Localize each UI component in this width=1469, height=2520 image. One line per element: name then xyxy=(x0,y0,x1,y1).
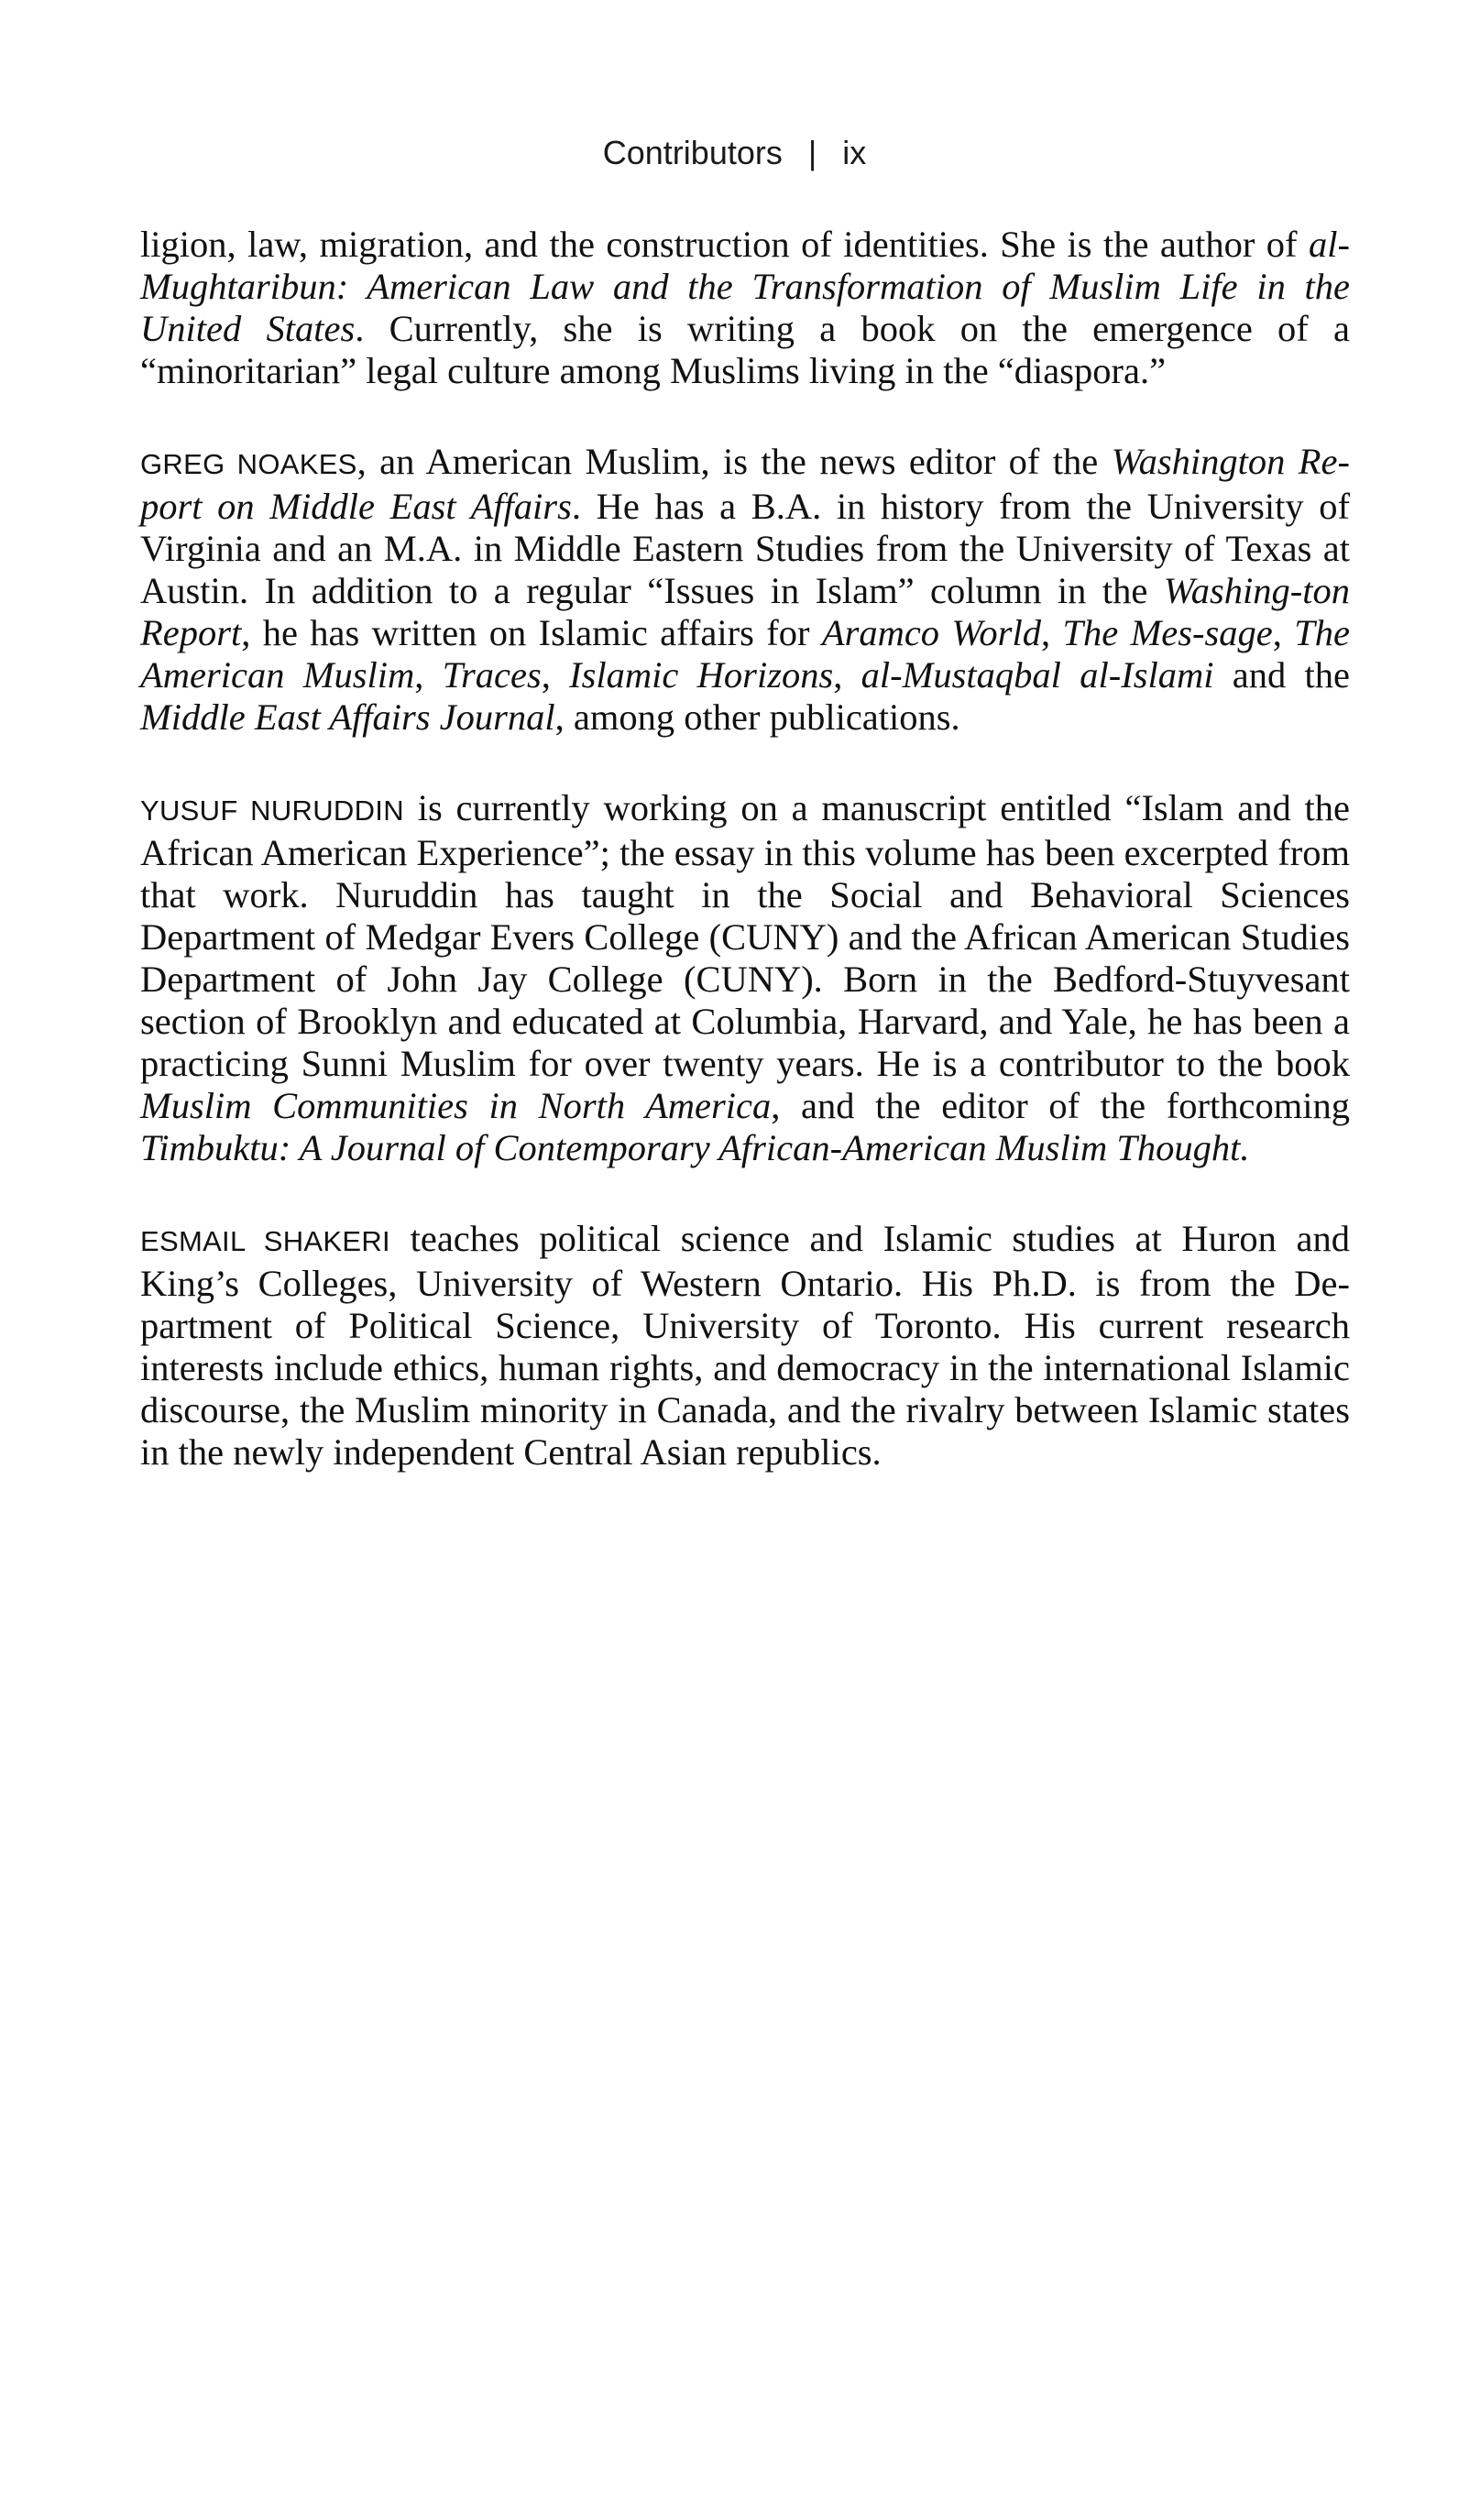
text-run: , xyxy=(414,654,443,696)
text-run: , xyxy=(1272,612,1295,653)
text-run: teaches political science and Islamic studies at Huron and King’s Colleges, University of Western Ontario. His Ph.D. is from the De-partment of Political Science, University of Toronto. His current research interests include ethics, human rights, and democracy in the international Islamic discourse, the Muslim minority in Canada, and the rivalry between Islamic states in the newly independent Central Asian republics. xyxy=(140,1218,1350,1473)
contributor-entry-yusuf-nuruddin xyxy=(140,787,1350,1169)
journal-title: Timbuktu: A Journal of Contemporary African-American Muslim Thought. xyxy=(140,1127,1250,1168)
running-head xyxy=(0,130,1469,176)
publication-title: al-Mustaqbal al-Islami xyxy=(861,654,1214,696)
text-run: . Currently, she is writing a book on the emergence of a “minoritarian” legal culture among Muslims living in the “diaspora.” xyxy=(140,308,1350,391)
contributor-entry-greg-noakes xyxy=(140,441,1350,739)
text-run: and the xyxy=(1213,654,1351,696)
text-run: is currently working on a manuscript entitled “Islam and the African American Experience”; the essay in this volume has been excerpted from that work. Nuruddin has taught in the Social and Behavioral Sciences Department of Medgar Evers College (CUNY) and the African American Studies Department of John Jay College (CUNY). Born in the Bedford-Stuyvesant section of Brooklyn and educated at Columbia, Harvard, and Yale, he has been a practicing Sunni Muslim for over twenty years. He is a contributor to the book xyxy=(140,787,1350,1084)
text-run: , he has written on Islamic affairs for xyxy=(241,612,822,653)
text-run: , xyxy=(833,654,861,696)
contributor-name: YUSUF NURUDDIN xyxy=(140,794,404,827)
publication-title: Traces xyxy=(442,654,542,696)
publication-title: Washington Re-port on Middle East Affairs xyxy=(140,441,1350,527)
contributor-entry-esmail-shakeri xyxy=(140,1218,1350,1474)
section-title: Contributors xyxy=(602,134,783,171)
contributors-list xyxy=(140,224,1350,1474)
contributor-name: ESMAIL SHAKERI xyxy=(140,1225,390,1257)
text-run: ligion, law, migration, and the construction of identities. She is the author of xyxy=(140,224,1309,265)
book-title: al-Mughtaribun: American Law and the Transformation of Muslim Life in the United States xyxy=(140,224,1350,349)
page-number: ix xyxy=(842,134,867,171)
text-run: , an American Muslim, is the news editor of the xyxy=(356,441,1112,482)
text-run: , among other publications. xyxy=(554,696,960,738)
contributor-name: GREG NOAKES xyxy=(140,448,357,480)
book-title: Muslim Communities in North America xyxy=(140,1085,772,1126)
publication-title: Islamic Horizons xyxy=(569,654,834,696)
contributor-entry-continued xyxy=(140,224,1350,392)
text-run: , and the editor of the forthcoming xyxy=(771,1085,1350,1126)
header-separator: | xyxy=(807,134,817,171)
publication-title: The Mes-sage xyxy=(1062,612,1273,653)
publication-title: The American Muslim xyxy=(140,612,1351,696)
publication-title: Middle East Affairs Journal xyxy=(140,696,555,738)
text-run: , xyxy=(541,654,570,696)
publication-title: Washing-ton Report xyxy=(140,570,1350,653)
text-run: , xyxy=(1040,612,1063,653)
text-run: . He has a B.A. in history from the University of Virginia and an M.A. in Middle Eastern Studies from the University of Texas at Austin. In addition to a regular “Issues in Islam” column in the xyxy=(140,486,1350,611)
publication-title: Aramco World xyxy=(821,612,1041,653)
entry-text xyxy=(140,224,1350,391)
